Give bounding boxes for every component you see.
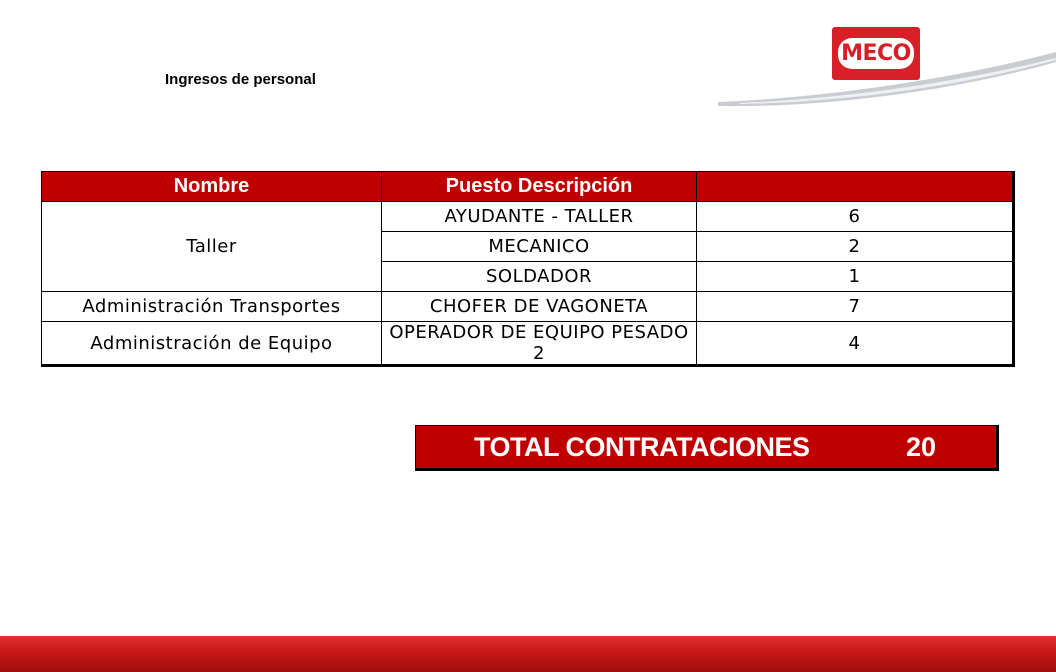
cell-puesto: CHOFER DE VAGONETA: [382, 292, 697, 322]
cell-cantidad: 1: [697, 262, 1014, 292]
total-box: [415, 425, 999, 471]
logo-background: [832, 27, 920, 80]
page-title: Ingresos de personal: [165, 71, 316, 88]
cell-cantidad: 4: [697, 322, 1014, 366]
table-row: [42, 292, 1014, 322]
table-header-row: [42, 172, 1014, 202]
header-nombre: Nombre: [42, 172, 382, 202]
cell-cantidad: 6: [697, 202, 1014, 232]
cell-puesto: SOLDADOR: [382, 262, 697, 292]
header-cantidad: [697, 172, 1014, 202]
cell-cantidad: 2: [697, 232, 1014, 262]
cell-puesto: OPERADOR DE EQUIPO PESADO 2: [382, 322, 697, 366]
cell-puesto: MECANICO: [382, 232, 697, 262]
company-logo: [832, 27, 920, 80]
cell-puesto: AYUDANTE - TALLER: [382, 202, 697, 232]
logo-text: MECO: [841, 41, 911, 66]
logo-pill: [838, 38, 914, 69]
personnel-table: [41, 171, 1015, 367]
total-value: 20: [906, 431, 937, 462]
cell-nombre: Administración de Equipo: [42, 322, 382, 366]
total-label: TOTAL CONTRATACIONES: [474, 431, 810, 462]
table-row: [42, 322, 1014, 366]
footer-bar: [0, 636, 1056, 672]
table-row: [42, 202, 1014, 232]
cell-nombre: Taller: [42, 202, 382, 292]
cell-nombre: Administración Transportes: [42, 292, 382, 322]
header-puesto: Puesto Descripción: [382, 172, 697, 202]
cell-cantidad: 7: [697, 292, 1014, 322]
